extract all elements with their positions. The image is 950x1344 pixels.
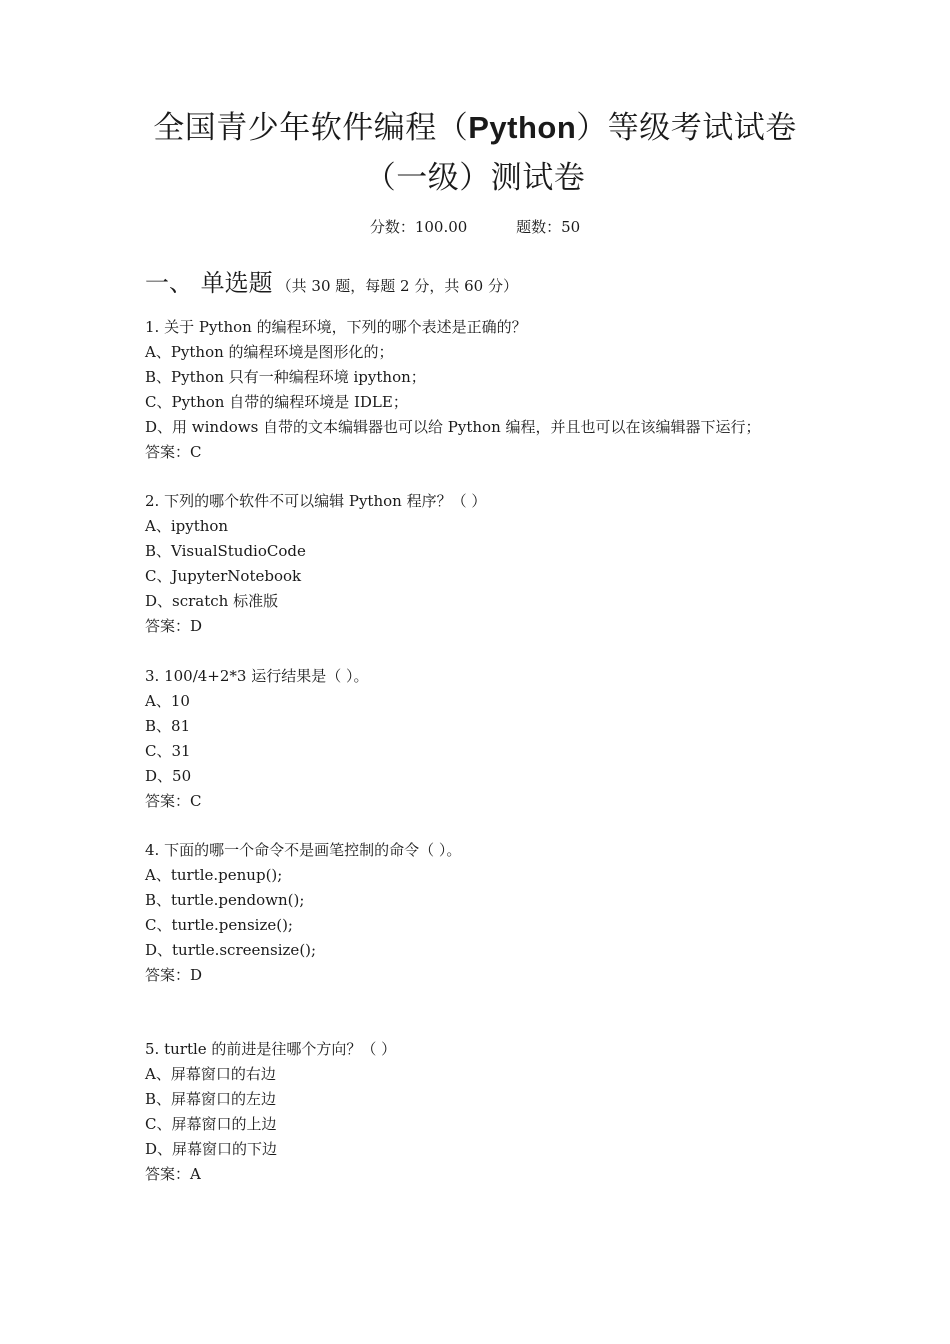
question-4-option-c: C、turtle.pensize(); [145, 916, 293, 934]
question-4-option-b: B、turtle.pendown(); [145, 891, 305, 909]
question-3-option-b: B、81 [145, 717, 191, 735]
question-3-option-a: A、10 [145, 692, 190, 710]
question-2-option-b: B、VisualStudioCode [145, 542, 306, 560]
question-2-option-a: A、ipython [145, 517, 229, 535]
question-5-text: 5. turtle 的前进是往哪个方向？（ ） [145, 1040, 397, 1058]
question-1-text: 1. 关于 Python 的编程环境，下列的哪个表述是正确的？ [145, 318, 527, 336]
question-1-option-b: B、Python 只有一种编程环境 ipython； [145, 368, 426, 386]
question-2-option-d: D、scratch 标准版 [145, 592, 279, 610]
question-3-option-c: C、31 [145, 742, 191, 760]
score-label: 分数：100.00 [369, 218, 468, 236]
question-2-answer: 答案：D [145, 617, 203, 635]
doc-title-line2: （一级）测试卷 [364, 160, 586, 196]
section-title: 一、 单选题 [145, 269, 273, 297]
section-heading [145, 266, 518, 303]
question-5-option-b: B、屏幕窗口的左边 [145, 1090, 277, 1108]
question-5-option-a: A、屏幕窗口的右边 [145, 1065, 276, 1083]
question-2-text: 2. 下列的哪个软件不可以编辑 Python 程序？（ ） [145, 492, 487, 510]
question-2-option-c: C、JupyterNotebook [145, 567, 302, 585]
question-1-option-d: D、用 windows 自带的文本编辑器也可以给 Python 编程，并且也可以在该编辑器下运行； [145, 418, 761, 436]
question-1-option-a: A、Python 的编程环境是图形化的； [145, 343, 394, 361]
section-note: （共 30 题，每题 2 分，共 60 分） [276, 277, 518, 295]
question-1-option-c: C、Python 自带的编程环境是 IDLE； [145, 393, 408, 411]
question-5-option-d: D、屏幕窗口的下边 [145, 1140, 278, 1158]
question-4-text: 4. 下面的哪一个命令不是画笔控制的命令（ ）。 [145, 841, 462, 859]
doc-title-part3: ）等级考试试卷 [576, 110, 797, 146]
doc-title-part1: 全国青少年软件编程（ [153, 110, 469, 146]
question-3-text: 3. 100/4+2*3 运行结果是（ ）。 [145, 667, 369, 685]
doc-title-python: Python [468, 110, 577, 145]
question-3-option-d: D、50 [145, 767, 192, 785]
question-4-option-d: D、turtle.screensize(); [145, 941, 317, 959]
question-3-answer: 答案：C [145, 792, 202, 810]
question-4-answer: 答案：D [145, 966, 203, 984]
doc-title-line1 [0, 108, 950, 148]
question-4-option-a: A、turtle.penup(); [145, 866, 283, 884]
question-5-answer: 答案：A [145, 1165, 201, 1183]
question-5-option-c: C、屏幕窗口的上边 [145, 1115, 277, 1133]
question-1-answer: 答案：C [145, 443, 202, 461]
question-count-label: 题数：50 [516, 218, 581, 236]
doc-meta [0, 216, 950, 238]
